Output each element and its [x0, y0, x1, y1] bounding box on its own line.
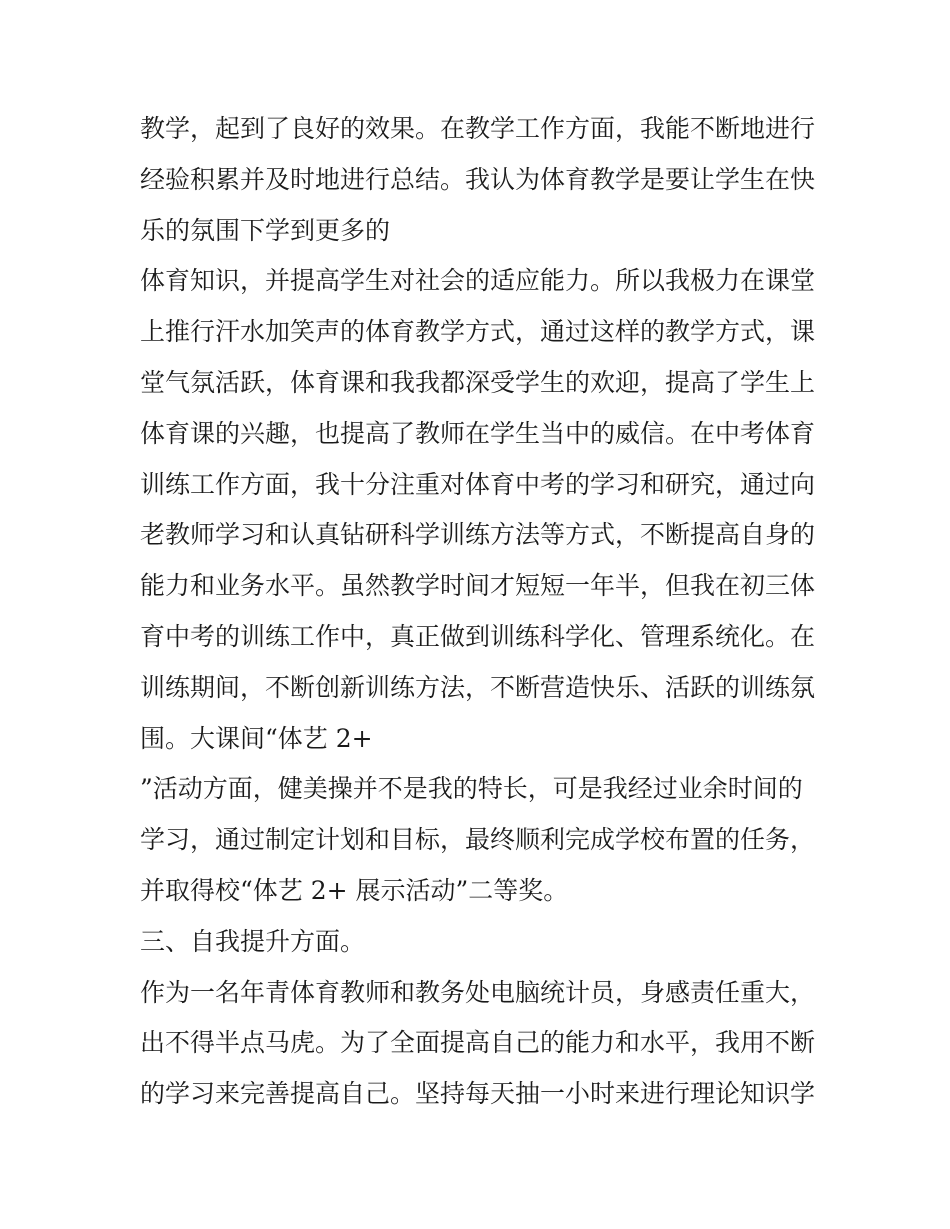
text-line: 上推行汗水加笑声的体育教学方式，通过这样的教学方式，课: [140, 317, 816, 347]
text-line: 的学习来完善提高自己。坚持每天抽一小时来进行理论知识学: [140, 1079, 816, 1109]
text-line: ”活动方面，健美操并不是我的特长，可是我经过业余时间的: [140, 774, 803, 804]
body-text: [140, 104, 830, 1120]
text-line: 学习，通过制定计划和目标，最终顺利完成学校布置的任务，: [140, 825, 816, 855]
text-line: 并取得校“体艺 2+ 展示活动”二等奖。: [140, 875, 569, 905]
text-line: 出不得半点马虎。为了全面提高自己的能力和水平，我用不断: [140, 1028, 816, 1058]
text-line: 围。大课间“体艺 2+: [140, 723, 373, 753]
text-line: 体育课的兴趣，也提高了教师在学生当中的威信。在中考体育: [140, 418, 816, 448]
text-line: 教学，起到了良好的效果。在教学工作方面，我能不断地进行: [140, 114, 816, 143]
text-line: 育中考的训练工作中，真正做到训练科学化、管理系统化。在: [140, 621, 816, 651]
text-line: 老教师学习和认真钻研科学训练方法等方式，不断提高自身的: [140, 520, 816, 550]
text-line: 训练工作方面，我十分注重对体育中考的学习和研究，通过向: [140, 469, 816, 499]
text-line: 经验积累并及时地进行总结。我认为体育教学是要让学生在快: [140, 164, 816, 194]
text-line: 乐的氛围下学到更多的: [140, 215, 391, 245]
text-line: 体育知识，并提高学生对社会的适应能力。所以我极力在课堂: [140, 266, 816, 296]
text-line: 能力和业务水平。虽然教学时间才短短一年半，但我在初三体: [140, 571, 816, 601]
text-line: 训练期间，不断创新训练方法，不断营造快乐、活跃的训练氛: [140, 672, 816, 702]
text-line: 堂气氛活跃，体育课和我我都深受学生的欢迎，提高了学生上: [140, 367, 816, 397]
section-heading: 三、自我提升方面。: [140, 926, 366, 956]
text-line: 作为一名年青体育教师和教务处电脑统计员，身感责任重大，: [140, 977, 816, 1007]
